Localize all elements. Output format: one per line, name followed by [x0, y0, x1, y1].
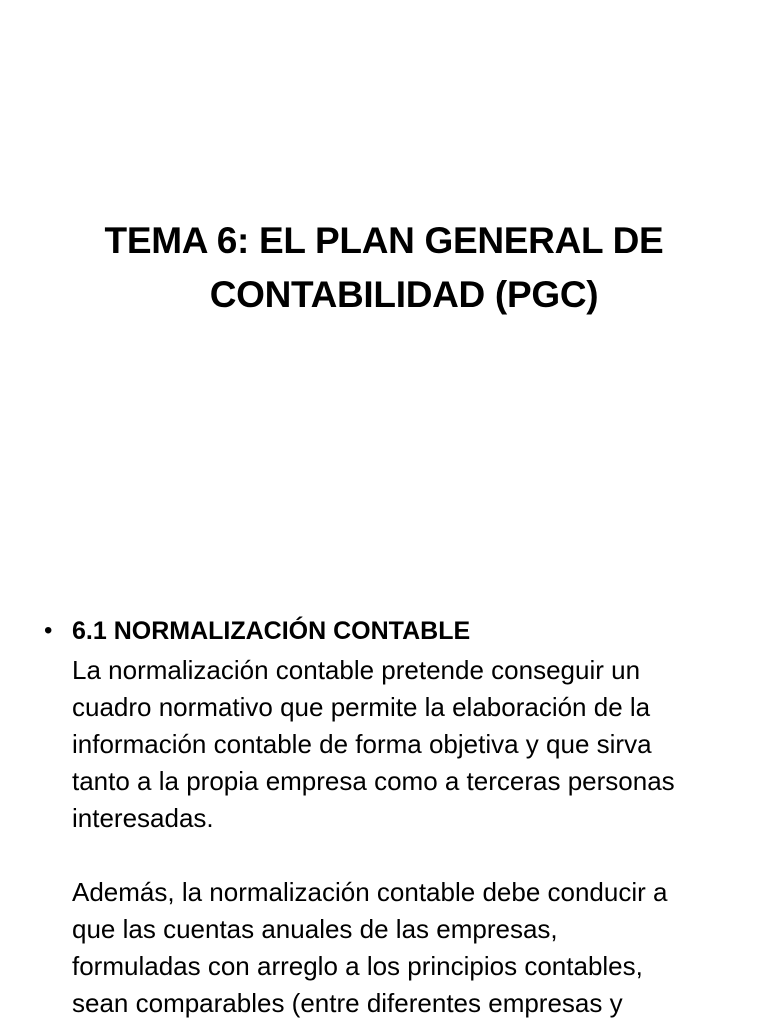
paragraph-2: Además, la normalización contable debe conducir a que las cuentas anuales de las empresas, formuladas con arreglo a los principios contables, sean comparables (entre diferentes empresas y — [72, 877, 668, 1018]
title-line-2: CONTABILIDAD (PGC) — [209, 274, 599, 315]
paragraph-1: La normalización contable pretende conseguir un cuadro normativo que permite la elaboración de la información contable de forma objetiva y que sirva tanto a la propia empresa como a terceras personas interesadas. — [72, 655, 675, 833]
bullet-item — [40, 612, 740, 650]
bullet-dot-icon: • — [44, 617, 53, 644]
section-heading: 6.1 NORMALIZACIÓN CONTABLE — [72, 617, 471, 645]
slide-title — [40, 214, 728, 322]
title-line-1: TEMA 6: EL PLAN GENERAL DE — [104, 220, 664, 261]
slide-content — [40, 612, 740, 1022]
